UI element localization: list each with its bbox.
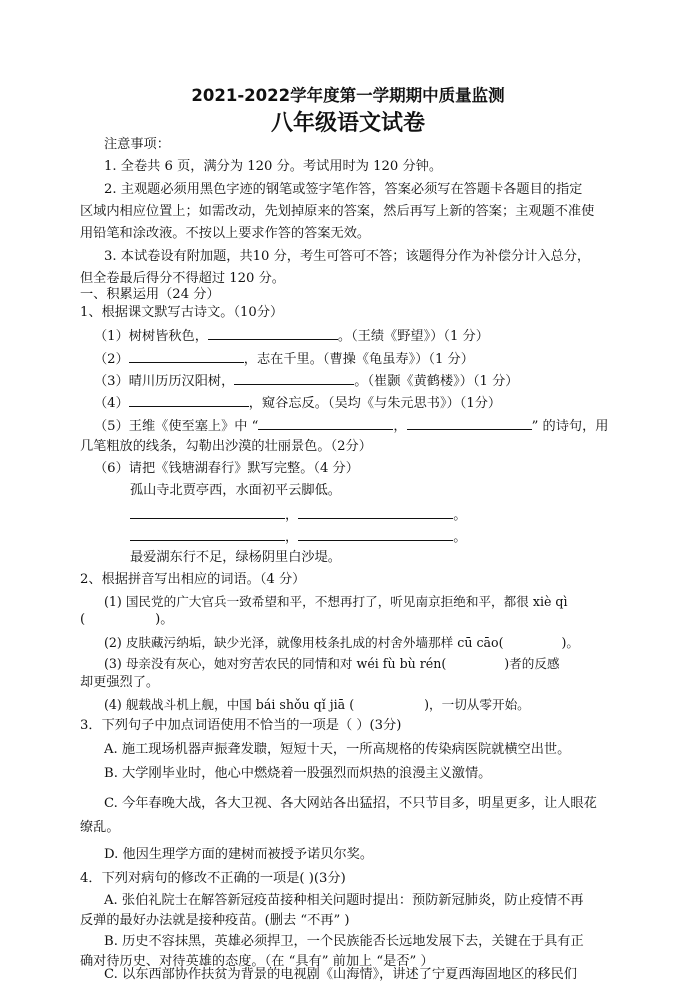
answer-blank[interactable] xyxy=(298,505,453,519)
question-3-heading: 3．下列句子中加点词语使用不恰当的一项是（ ）(3分) xyxy=(80,718,402,733)
answer-blank[interactable] xyxy=(234,371,354,385)
question-2-heading: 2、根据拼音写出相应的词语。（4 分） xyxy=(80,572,306,587)
notice-item-3-line2: 但全卷最后得分不得超过 120 分。 xyxy=(80,271,285,286)
question-3-option-a: A. 施工现场机器声振聋发聩，短短十天，一所高规格的传染病医院就横空出世。 xyxy=(104,742,571,757)
question-2-item-3: (3) 母亲没有灰心，她对穷苦农民的同情和对 wéi fù bù rén( )者的反感 xyxy=(104,656,560,671)
question-2-item-1: (1) 国民党的广大官兵一致希望和平，不想再打了，听见南京拒绝和平，都很 xiè qì xyxy=(104,594,568,609)
notice-item-2-line2: 区域内相应位置上；如需改动，先划掉原来的答案，然后再写上新的答案；主观题不准使 xyxy=(80,204,595,219)
question-1-item-6: （6）请把《钱塘湖春行》默写完整。（4 分） xyxy=(94,461,359,476)
question-4-heading: 4．下列对病句的修改不正确的一项是( )(3分) xyxy=(80,871,346,886)
notice-heading: 注意事项： xyxy=(104,137,170,152)
question-1-item-5: （5）王维《使至塞上》中 “ ， ” 的诗句，用 xyxy=(94,416,608,435)
question-4-option-b: B. 历史不容抹黑，英雄必须捍卫，一个民族能否长远地发展下去，关键在于具有正 xyxy=(104,934,584,949)
question-2-item-4: (4) 舰载战斗机上舰，中国 bái shǒu qǐ jiā ( )，一切从零开始。 xyxy=(104,697,530,712)
question-2-item-2: (2) 皮肤藏污纳垢，缺少光泽，就像用枝条扎成的村舍外墙那样 cū cāo( )。 xyxy=(104,635,580,650)
answer-blank[interactable] xyxy=(130,527,285,541)
answer-blank[interactable] xyxy=(258,416,393,430)
exam-subtitle: 八年级语文试卷 xyxy=(270,111,425,136)
section-heading: 一、积累运用（24 分） xyxy=(80,287,220,302)
question-1-item-1: （1）树树皆秋色， 。（王绩《野望》）（1 分） xyxy=(94,326,489,345)
answer-blank[interactable] xyxy=(130,505,285,519)
answer-blank[interactable] xyxy=(129,393,249,407)
poem-line-4: 最爱湖东行不足，绿杨阴里白沙堤。 xyxy=(130,550,341,565)
question-1-item-5-cont: 几笔粗放的线条，勾勒出沙漠的壮丽景色。（2分） xyxy=(80,439,372,454)
question-1-item-4: （4） ，窥谷忘反。（吴均《与朱元思书》）（1分） xyxy=(94,393,501,412)
notice-item-1: 1. 全卷共 6 页，满分为 120 分。考试用时为 120 分钟。 xyxy=(104,159,443,174)
answer-blank[interactable] xyxy=(298,527,453,541)
question-4-option-a: A. 张伯礼院士在解答新冠疫苗接种相关问题时提出：预防新冠肺炎，防止疫情不再 xyxy=(104,893,584,908)
notice-item-3-line1: 3. 本试卷设有附加题，共10 分，考生可答可不答；该题得分作为补偿分计入总分， xyxy=(104,249,591,264)
question-1-heading: 1、根据课文默写古诗文。（10分） xyxy=(80,305,284,320)
answer-blank[interactable] xyxy=(407,416,532,430)
question-2-item-1-cont: ( )。 xyxy=(80,612,174,627)
question-1-item-3: （3）晴川历历汉阳树， 。（崔颢《黄鹤楼》）（1 分） xyxy=(94,371,518,390)
answer-blank[interactable] xyxy=(129,349,244,363)
question-1-item-2: （2） ，志在千里。（曹操《龟虽寿》）（1 分） xyxy=(94,349,474,368)
question-3-option-d: D. 他因生理学方面的建树而被授予诺贝尔奖。 xyxy=(104,847,374,862)
question-3-option-c: C. 今年春晚大战，各大卫视、各大网站各出猛招，不只节目多，明星更多，让人眼花 xyxy=(104,796,597,811)
poem-line-2: ， 。 xyxy=(130,505,466,524)
answer-blank[interactable] xyxy=(208,326,338,340)
exam-title: 2021-2022学年度第一学期期中质量监测 xyxy=(191,86,505,105)
question-4-option-b-cont: 确对待历史、对待英雄的态度。（在 “具有” 前加上 “是否” ） xyxy=(80,954,434,969)
notice-item-2-line1: 2. 主观题必须用黑色字迹的钢笔或签字笔作答，答案必须写在答题卡各题目的指定 xyxy=(104,182,583,197)
poem-line-1: 孤山寺北贾亭西，水面初平云脚低。 xyxy=(130,483,341,498)
question-3-option-b: B. 大学刚毕业时，他心中燃烧着一股强烈而炽热的浪漫主义激情。 xyxy=(104,766,492,781)
notice-item-2-line3: 用铅笔和涂改液。不按以上要求作答的答案无效。 xyxy=(80,226,371,241)
question-4-option-a-cont: 反弹的最好办法就是接种疫苗。(删去 “不再” ) xyxy=(80,913,350,928)
question-2-item-3-cont: 却更强烈了。 xyxy=(80,675,160,690)
question-3-option-c-cont: 缭乱。 xyxy=(80,820,120,835)
poem-line-3: ， 。 xyxy=(130,527,466,546)
question-4-option-c: C. 以东西部协作扶贫为背景的电视剧《山海情》，讲述了宁夏西海固地区的移民们 xyxy=(104,967,577,982)
